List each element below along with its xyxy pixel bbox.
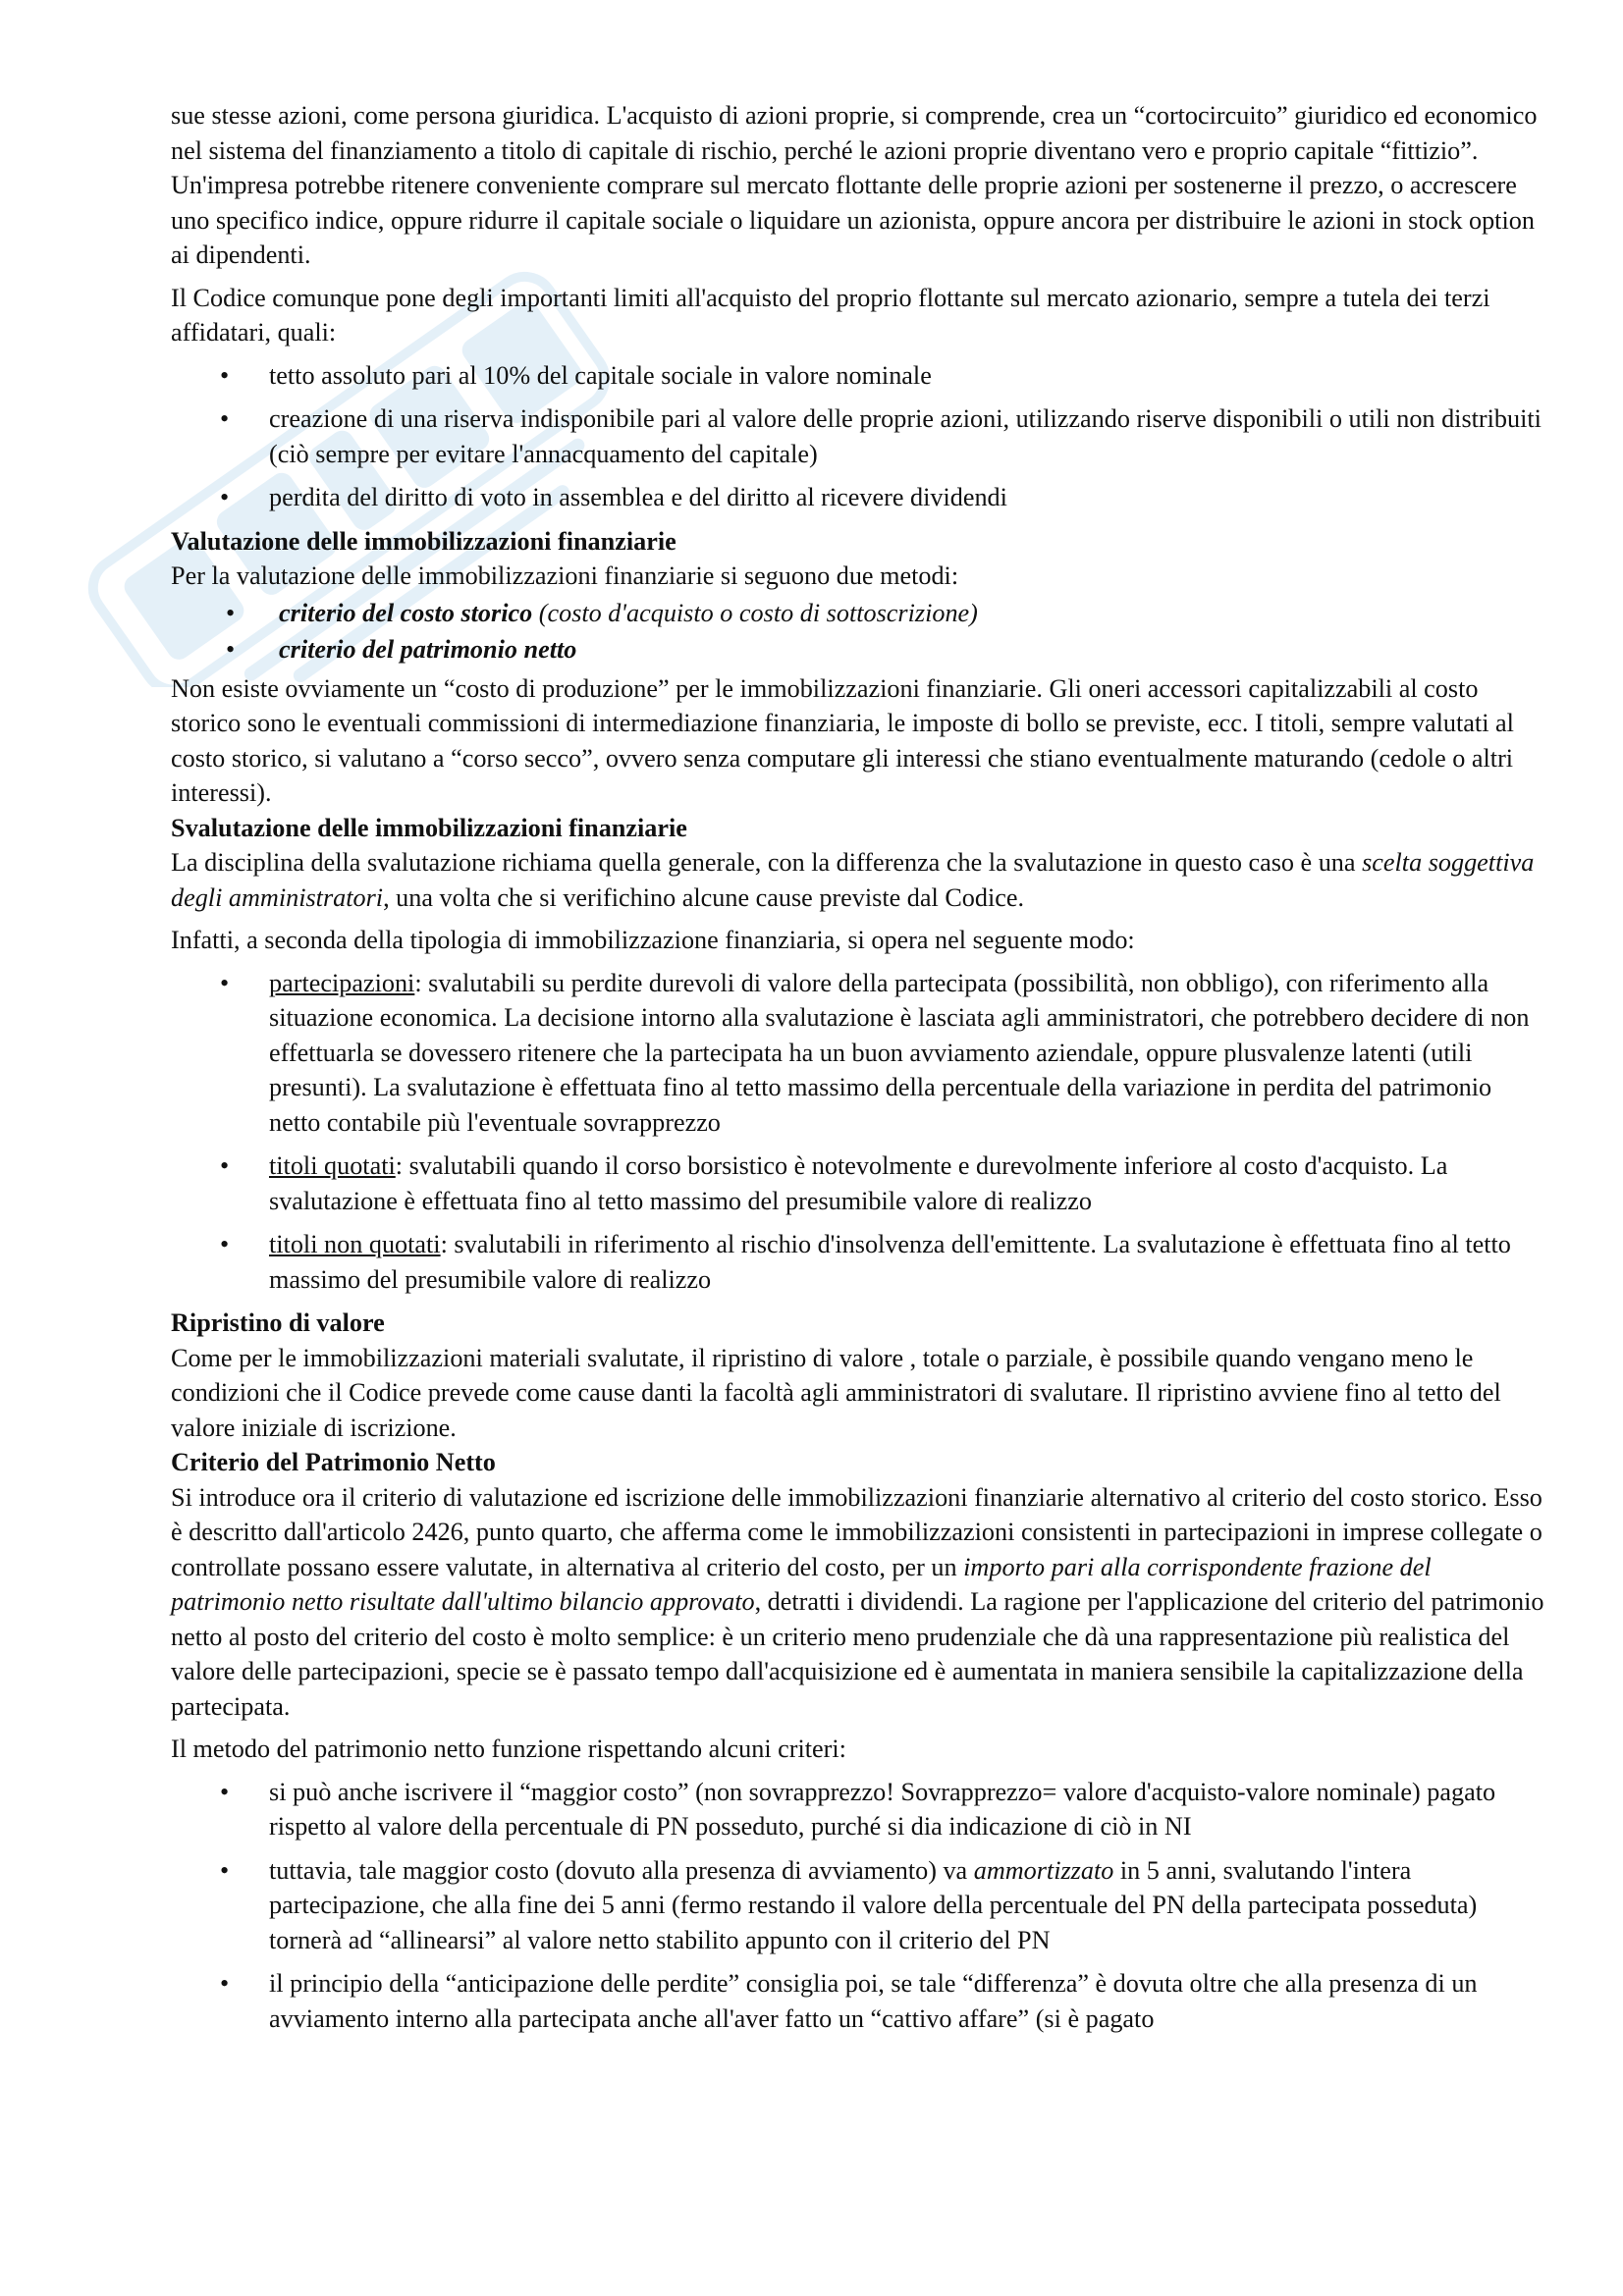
paragraph-criterio-pn: Si introduce ora il criterio di valutazione ed iscrizione delle immobilizzazioni finanziarie alternativo al criterio del costo storico. Esso è descritto dall'articolo 2426, punto quarto, che afferma come le immobilizzazioni consistenti in partecipazioni in imprese collegate o controllate possano essere valutate, in alternativa al criterio del costo, per un importo pari alla corrispondente frazione del patrimonio netto risultate dall'ultimo bilancio approvato, detratti i dividendi. La ragione per l'applicazione del criterio del patrimonio netto al posto del criterio del costo è molto semplice: è un criterio meno prudenziale che dà una rappresentazione più realistica del valore delle partecipazioni, specie se è passato tempo dall'acquisizione ed è aumentata in maniera sensibile la capitalizzazione della partecipata. (171, 1482, 1544, 1721)
heading-criterio-pn: Criterio del Patrimonio Netto (171, 1448, 496, 1476)
list-item: • perdita del diritto di voto in assemblea e del diritto al ricevere dividendi (220, 483, 1007, 511)
heading-svalutazione: Svalutazione delle immobilizzazioni finanziarie (171, 813, 687, 842)
list-item: • partecipazioni: svalutabili su perdite durevoli di valore della partecipata (possibilità, non obbligo), con riferimento alla situazione economica. La decisione intorno alla svalutazione è lasciata agli amministratori, che potrebbero decidere di non effettuarla se dovessero ritenere che la partecipata ha un buon avviamento aziendale, oppure plusvalenze latenti (utili presunti). La svalutazione è effettuata fino al tetto massimo della percentuale della variazione in perdita del patrimonio netto contabile più l'eventuale sovrapprezzo (220, 968, 1530, 1137)
paragraph-costo-produzione: Non esiste ovviamente un “costo di produzione” per le immobilizzazioni finanziarie. Gli oneri accessori capitalizzabili al costo storico sono le eventuali commissioni di intermediazione finanziaria, le imposte di bollo se previste, ecc. I titoli, sempre valutati al costo storico, si valutano a “corso secco”, ovvero senza computare gli interessi che stiano eventualmente maturando (cedole o altri interessi). (171, 673, 1514, 807)
list-item: • tetto assoluto pari al 10% del capitale sociale in valore nominale (220, 360, 932, 390)
list-item: • titoli non quotati: svalutabili in riferimento al rischio d'insolvenza dell'emittente. La svalutazione è effettuata fino al tetto massimo del presumibile valore di realizzo (220, 1230, 1511, 1294)
paragraph-svalutazione: La disciplina della svalutazione richiama quella generale, con la differenza che la svalutazione in questo caso è una scelta soggettiva degli amministratori, una volta che si verifichino alcune cause previste dal Codice. (171, 848, 1535, 912)
paragraph-azioni-proprie: sue stesse azioni, come persona giuridica. L'acquisto di azioni proprie, si comprende, crea un “cortocircuito” giuridico ed economico nel sistema del finanziamento a titolo di capitale di rischio, perché le azioni proprie diventano vero e proprio capitale “fittizio”. Un'impresa potrebbe ritenere conveniente comprare sul mercato flottante delle proprie azioni per sostenerne il prezzo, o accrescere uno specifico indice, oppure ridurre il capitale sociale o liquidare un azionista, oppure ancora per distribuire le azioni in stock option ai dipendenti. (171, 101, 1538, 269)
list-limiti (171, 358, 1545, 515)
heading-ripristino: Ripristino di valore (171, 1308, 385, 1337)
paragraph-ripristino: Come per le immobilizzazioni materiali svalutate, il ripristino di valore , totale o parziale, è possibile quando vengano meno le condizioni che il Codice prevede come cause danti la facoltà agli amministratori di svalutare. Il ripristino avviene fino al tetto del valore iniziale di iscrizione. (171, 1343, 1501, 1442)
list-criteri-pn (171, 1775, 1545, 2037)
list-item: • criterio del patrimonio netto (226, 635, 577, 664)
paragraph-metodo-pn: Il metodo del patrimonio netto funzione rispettando alcuni criteri: (171, 1735, 846, 1763)
list-item: • il principio della “anticipazione delle perdite” consiglia poi, se tale “differenza” è dovuta oltre che alla presenza di un avviamento interno alla partecipata anche all'aver fatto un “cattivo affare” (si è pagato (220, 1969, 1478, 2033)
document-page (171, 98, 1545, 2045)
list-item: • criterio del costo storico (costo d'acquisto o costo di sottoscrizione) (226, 598, 978, 627)
paragraph-valutazione: Per la valutazione delle immobilizzazioni finanziarie si seguono due metodi: (171, 561, 959, 590)
list-item: • si può anche iscrivere il “maggior costo” (non sovrapprezzo! Sovrapprezzo= valore d'acquisto-valore nominale) pagato rispetto al valore della percentuale di PN posseduto, purché si dia indicazione di ciò in NI (220, 1777, 1496, 1841)
paragraph-limiti-codice: Il Codice comunque pone degli importanti limiti all'acquisto del proprio flottante sul mercato azionario, sempre a tutela dei terzi affidatari, quali: (171, 283, 1490, 347)
list-item: • creazione di una riserva indisponibile pari al valore delle proprie azioni, utilizzando riserve disponibili o utili non distribuiti (ciò sempre per evitare l'annacquamento del capitale) (220, 404, 1542, 468)
heading-valutazione: Valutazione delle immobilizzazioni finanziarie (171, 526, 676, 556)
list-item: • titoli quotati: svalutabili quando il corso borsistico è notevolmente e durevolmente inferiore al costo d'acquisto. La svalutazione è effettuata fino al tetto massimo del presumibile valore di realizzo (220, 1151, 1448, 1215)
list-svalutazione (171, 966, 1545, 1298)
list-item: • tuttavia, tale maggior costo (dovuto alla presenza di avviamento) va ammortizzato in 5 anni, svalutando l'intera partecipazione, che alla fine dei 5 anni (fermo restando il valore della percentuale del PN della partecipata posseduta) tornerà ad “allinearsi” al valore netto stabilito appunto con il criterio del PN (220, 1855, 1478, 1954)
paragraph-tipologia: Infatti, a seconda della tipologia di immobilizzazione finanziaria, si opera nel seguente modo: (171, 926, 1135, 954)
list-metodi (171, 596, 1545, 667)
